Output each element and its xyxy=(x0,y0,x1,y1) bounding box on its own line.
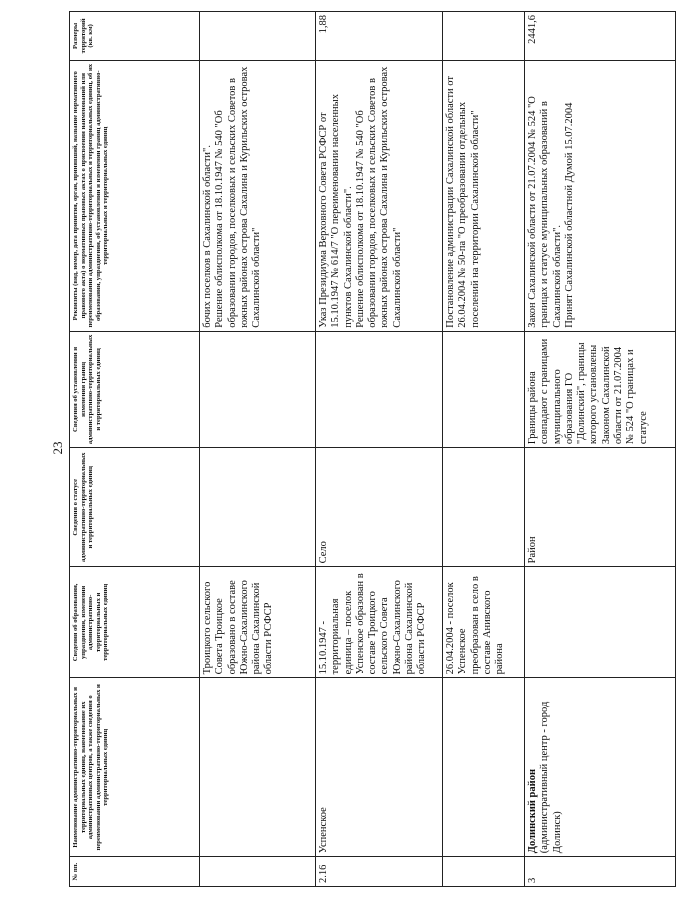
header-area: Размеры территорий (кв. км) xyxy=(70,12,200,61)
cell-name: Успенское xyxy=(316,678,443,857)
cell-documents: бочих поселков в Сахалинской области". Решение облисполкома от 18.10.1947 № 540 "Об образовании городов, поселковых и сельских Советов в южных районах острова Сахалина и Курильских островах Сахалинской области" xyxy=(200,60,316,331)
table-header-row xyxy=(70,12,200,887)
district-name: Долинский район xyxy=(527,769,538,854)
cell-name xyxy=(443,678,525,857)
header-name: Наименование административно-территориальных и территориальных единиц, наименование их административных центров, а также сведения о переименовании административно-территориальных и территориальных единиц xyxy=(70,678,200,857)
cell-education xyxy=(525,567,676,678)
cell-status xyxy=(443,448,525,567)
table-row xyxy=(443,12,525,887)
header-documents: Реквизиты (вид, номер, дата принятия, орган, принявший, название нормативного правового акта) о нормативных правовых актах о присвоении наименований или переименовании административно-территориальных и территориальных единиц, об их образовании, упразднении, об установлении и изменении границ административно-территориальных и территориальных единиц xyxy=(70,60,200,331)
table-row xyxy=(525,12,676,887)
cell-documents: Указ Президиума Верховного Совета РСФСР от 15.10.1947 № 614/7 "О переименовании населенных пунктов Сахалинской области". Решение облисполкома от 18.10.1947 № 540 "Об образовании городов, поселковых и сельских Советов в южных районах острова Сахалина и Курильских островах Сахалинской области" xyxy=(316,60,443,331)
cell-documents: Закон Сахалинской области от 21.07.2004 № 524 "О границах и статусе муниципальных образований в Сахалинской области". Принят Сахалинской областной Думой 15.07.2004 xyxy=(525,60,676,331)
header-education: Сведения об образовании, упразднении, изменении административно-территориальных и территориальных единиц xyxy=(70,567,200,678)
cell-num: 2.16 xyxy=(316,857,443,887)
district-admin-center: (административный центр - город Долинск) xyxy=(539,701,563,854)
cell-documents: Постановление администрации Сахалинской области от 26.04.2004 № 50-па "О преобразовании отдельных поселений на территории Сахалинской области" xyxy=(443,60,525,331)
cell-area: 2441,6 xyxy=(525,12,676,61)
cell-boundaries xyxy=(200,331,316,447)
cell-education: 15.10.1947 - территориальная единица – поселок Успенское образован в составе Троицкого сельского Совета Южно-Сахалинского района Сахалинской области РСФСР xyxy=(316,567,443,678)
cell-num: 3 xyxy=(525,857,676,887)
header-boundaries: Сведения об установлении и изменении границ административно-территориальных и территориальных единиц xyxy=(70,331,200,447)
header-num: № пп. xyxy=(70,857,200,887)
cell-boundaries xyxy=(316,331,443,447)
page-number: 23 xyxy=(50,441,65,455)
cell-num xyxy=(443,857,525,887)
cell-status xyxy=(200,448,316,567)
cell-name xyxy=(200,678,316,857)
header-status: Сведения о статусе административно-территориальных и территориальных единиц xyxy=(70,448,200,567)
cell-boundaries xyxy=(443,331,525,447)
table-row xyxy=(316,12,443,887)
cell-area xyxy=(443,12,525,61)
cell-area: 1,88 xyxy=(316,12,443,61)
cell-area xyxy=(200,12,316,61)
cell-education: Троицкого сельского Совета Троицкое образовано в составе Южно-Сахалинского района Сахалинской области РСФСР xyxy=(200,567,316,678)
cell-num xyxy=(200,857,316,887)
table-row xyxy=(200,12,316,887)
cell-name-group xyxy=(525,678,676,857)
cell-status: Село xyxy=(316,448,443,567)
cell-boundaries: Границы района совпадают с границами муниципального образования ГО "Долинский", границы которого установлены Законом Сахалинской области от 21.07.2004 № 524 "О границах и статусе xyxy=(525,331,676,447)
document-table xyxy=(69,11,676,887)
cell-education: 26.04.2004 - поселок Успенское преобразован в село в составе Анивского района xyxy=(443,567,525,678)
cell-status: Район xyxy=(525,448,676,567)
